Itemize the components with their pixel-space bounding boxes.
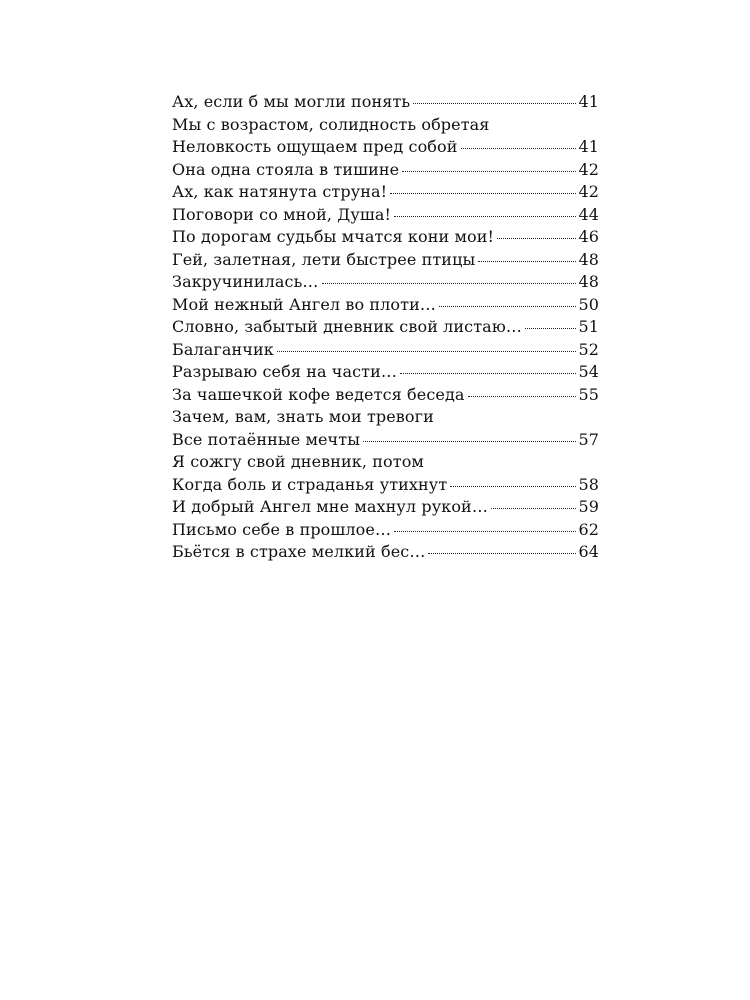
dot-leader: [461, 146, 577, 149]
dot-leader: [363, 439, 576, 442]
toc-entry-title: Зачем, вам, знать мои тревоги: [172, 407, 434, 426]
dot-leader: [413, 101, 576, 104]
toc-entry-page: 48: [578, 249, 599, 269]
dot-leader: [468, 394, 577, 397]
toc-entry-title: Мы с возрастом, солидность обретая: [172, 114, 490, 134]
toc-entry-title: Когда боль и страданья утихнут: [172, 474, 448, 494]
toc-entry: [172, 114, 599, 137]
toc-entry-title: И добрый Ангел мне махнул рукой…: [172, 497, 488, 516]
toc-entry-page: 46: [578, 227, 599, 246]
toc-entry-title: Балаганчик: [172, 339, 274, 359]
toc-entry-title: Словно, забытый дневник свой листаю…: [172, 317, 522, 336]
toc-entry: [172, 204, 599, 227]
dot-leader: [277, 349, 577, 352]
toc-entry-page: 41: [578, 137, 599, 156]
toc-entry: [172, 136, 599, 159]
toc-entry-page: 41: [578, 92, 599, 111]
toc-entry-page: 44: [578, 204, 599, 224]
toc-entry-page: 64: [578, 542, 599, 561]
toc-entry: [172, 249, 599, 272]
toc-entry: [172, 496, 599, 519]
toc-entry-title: Ах, как натянута струна!: [172, 182, 388, 201]
toc-entry-page: 62: [578, 519, 599, 539]
toc-entry-title: По дорогам судьбы мчатся кони мои!: [172, 227, 495, 246]
toc-entry-page: 42: [578, 159, 599, 179]
toc-entry-page: 54: [578, 362, 599, 381]
toc-entry-page: 52: [578, 339, 599, 359]
toc-entry-title: За чашечкой кофе ведется беседа: [172, 384, 465, 404]
toc-entry: [172, 451, 599, 474]
dot-leader: [428, 551, 576, 554]
toc-entry: [172, 226, 599, 249]
toc-entry-page: 48: [578, 272, 599, 291]
dot-leader: [390, 191, 576, 194]
toc-entry-page: 57: [578, 429, 599, 449]
toc-entry-title: Она одна стояла в тишине: [172, 159, 400, 179]
table-of-contents: [172, 91, 599, 564]
dot-leader: [478, 259, 576, 262]
toc-entry: [172, 339, 599, 362]
toc-entry: [172, 271, 599, 294]
toc-entry-title: Закручинилась…: [172, 272, 319, 291]
toc-entry: [172, 91, 599, 114]
toc-entry-title: Ах, если б мы могли понять: [172, 92, 411, 111]
toc-entry-title: Письмо себе в прошлое…: [172, 519, 392, 539]
toc-entry: [172, 159, 599, 182]
toc-entry-page: 59: [578, 497, 599, 516]
toc-entry-page: 50: [578, 294, 599, 314]
toc-entry-page: 51: [578, 317, 599, 336]
toc-entry-title: Неловкость ощущаем пред собой: [172, 137, 458, 156]
toc-entry-title: Бьётся в страхе мелкий бес…: [172, 542, 426, 561]
toc-entry: [172, 541, 599, 564]
dot-leader: [439, 304, 576, 307]
toc-entry-title: Все потаённые мечты: [172, 429, 361, 449]
dot-leader: [450, 484, 576, 487]
dot-leader: [491, 506, 577, 509]
toc-entry: [172, 181, 599, 204]
toc-entry: [172, 361, 599, 384]
toc-entry-title: Гей, залетная, лети быстрее птицы: [172, 249, 476, 269]
dot-leader: [497, 236, 576, 239]
toc-entry: [172, 406, 599, 429]
toc-entry: [172, 474, 599, 497]
dot-leader: [394, 214, 576, 217]
toc-entry: [172, 316, 599, 339]
toc-entry: [172, 294, 599, 317]
toc-entry-page: 58: [578, 474, 599, 494]
dot-leader: [322, 281, 577, 284]
toc-entry: [172, 429, 599, 452]
dot-leader: [402, 169, 576, 172]
toc-entry-page: 42: [578, 182, 599, 201]
toc-entry-page: 55: [578, 384, 599, 404]
toc-entry: [172, 384, 599, 407]
toc-entry-title: Разрываю себя на части…: [172, 362, 397, 381]
toc-entry-title: Мой нежный Ангел во плоти…: [172, 294, 436, 314]
dot-leader: [525, 326, 576, 329]
dot-leader: [400, 371, 576, 374]
toc-entry-title: Я сожгу свой дневник, потом: [172, 452, 424, 471]
toc-entry-title: Поговори со мной, Душа!: [172, 204, 392, 224]
toc-entry: [172, 519, 599, 542]
dot-leader: [394, 529, 576, 532]
